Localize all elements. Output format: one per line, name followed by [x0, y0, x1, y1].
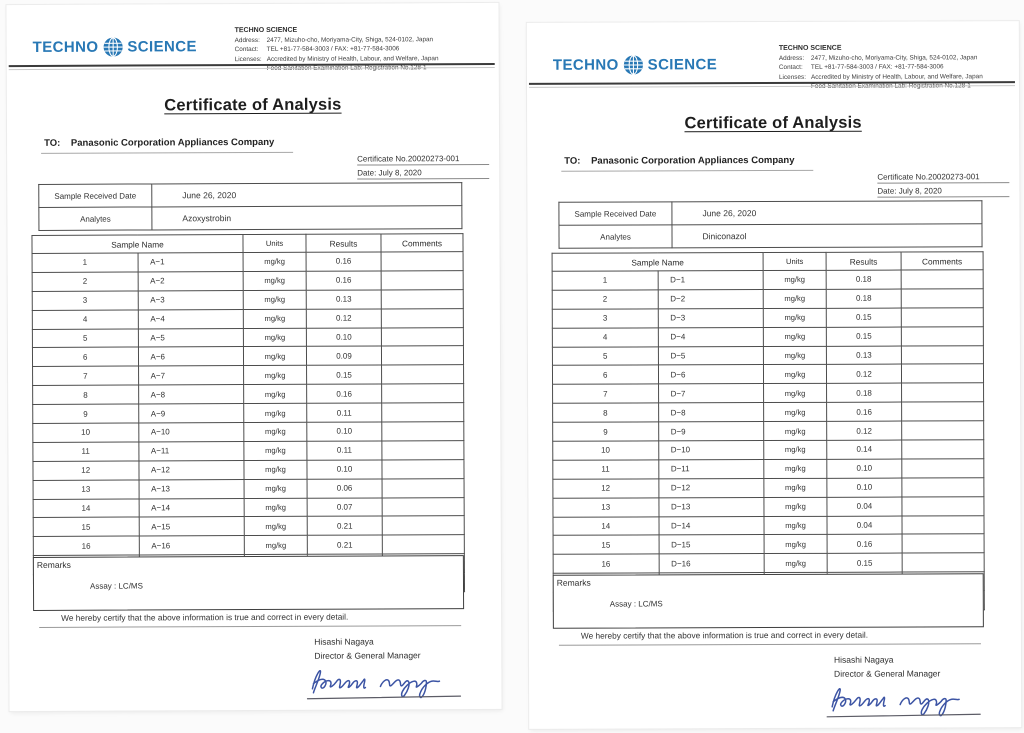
- cell-name: D−9: [658, 422, 764, 441]
- cell-no: 7: [33, 366, 139, 385]
- cell-units: mg/kg: [763, 308, 826, 327]
- certificate-page-right: [527, 21, 1021, 729]
- table-row: [33, 478, 464, 499]
- table-row: [553, 496, 984, 516]
- cell-comment: [902, 515, 984, 534]
- to-label: TO:: [564, 155, 581, 167]
- cell-name: D−12: [658, 478, 764, 497]
- table-row: [32, 327, 463, 348]
- table-row: [33, 440, 464, 461]
- sample-info-table: [38, 182, 462, 231]
- page-title: Certificate of Analysis: [164, 95, 342, 115]
- cell-no: 10: [33, 423, 139, 442]
- table-row: [32, 270, 463, 291]
- recipient-line: [564, 155, 794, 167]
- cell-result: 0.15: [826, 308, 901, 327]
- cell-no: 15: [553, 535, 659, 554]
- cell-comment: [381, 327, 463, 346]
- cell-units: mg/kg: [244, 517, 307, 536]
- cell-units: mg/kg: [764, 440, 827, 459]
- cell-comment: [901, 364, 983, 383]
- cell-no: 16: [33, 536, 139, 555]
- assay-line: Assay : LC/MS: [89, 580, 143, 591]
- recipient-line: [44, 137, 274, 149]
- table-row: [552, 326, 983, 346]
- table-header-row: [552, 252, 983, 272]
- cell-name: A−12: [138, 460, 244, 479]
- cell-comment: [901, 308, 983, 327]
- cell-units: mg/kg: [764, 403, 827, 422]
- cell-units: mg/kg: [244, 441, 307, 460]
- cell-result: 0.12: [306, 309, 381, 328]
- techno-science-logo: [553, 54, 717, 76]
- recipient-underline: [561, 170, 813, 172]
- cell-comment: [382, 403, 464, 422]
- certificate-page-left: [6, 3, 501, 711]
- cell-no: 1: [32, 253, 138, 272]
- cell-comment: [382, 478, 464, 497]
- table-row: [552, 364, 983, 384]
- cell-no: 13: [33, 480, 139, 499]
- cell-no: 6: [32, 347, 138, 366]
- to-label: TO:: [44, 137, 61, 149]
- cell-result: 0.12: [827, 421, 902, 440]
- cell-comment: [382, 497, 464, 516]
- cell-name: A−9: [138, 404, 244, 423]
- cell-units: mg/kg: [764, 516, 827, 535]
- cell-result: 0.21: [307, 535, 382, 554]
- cell-no: 4: [552, 328, 658, 347]
- cell-no: 16: [553, 554, 659, 573]
- cell-units: mg/kg: [763, 289, 826, 308]
- cell-name: D−1: [658, 271, 764, 290]
- table-row: [39, 206, 462, 231]
- cell-name: A−14: [139, 498, 245, 517]
- cell-name: D−13: [658, 497, 764, 516]
- cell-units: mg/kg: [243, 271, 306, 290]
- cell-comment: [381, 346, 463, 365]
- contact-value: TEL +81-77-584-3003 / FAX: +81-77-584-3006: [266, 45, 400, 54]
- recipient-underline: [41, 152, 293, 154]
- cell-units: mg/kg: [244, 460, 307, 479]
- table-row: [552, 289, 983, 309]
- cell-units: mg/kg: [764, 459, 827, 478]
- table-row: [553, 478, 984, 498]
- cell-name: A−6: [138, 347, 244, 366]
- certificate-number: Certificate No.20020273-001: [877, 172, 1009, 183]
- cell-units: mg/kg: [763, 270, 826, 289]
- cell-no: 5: [552, 346, 658, 365]
- header-sample-name: Sample Name: [32, 235, 243, 254]
- cell-comment: [382, 459, 464, 478]
- logo-text-science: SCIENCE: [647, 56, 718, 74]
- licenses-label: Licenses:: [234, 55, 262, 63]
- cell-units: mg/kg: [763, 346, 826, 365]
- header-units: Units: [243, 234, 306, 252]
- table-row: [552, 270, 983, 290]
- cell-comment: [901, 289, 983, 308]
- cell-result: 0.12: [826, 365, 901, 384]
- cell-no: 10: [553, 441, 659, 460]
- cell-name: D−8: [658, 403, 764, 422]
- cell-comment: [902, 459, 984, 478]
- header-results: Results: [306, 234, 381, 252]
- table-row: [33, 497, 464, 518]
- cell-units: mg/kg: [244, 422, 307, 441]
- table-row: [32, 252, 463, 273]
- cell-no: 11: [33, 442, 139, 461]
- address-value: 2477, Mizuho-cho, Moriyama-City, Shiga, 524-0102, Japan: [810, 54, 978, 63]
- cell-name: A−3: [138, 290, 244, 309]
- table-row: [33, 535, 464, 556]
- table-header-row: [32, 234, 463, 254]
- recipient-name: Panasonic Corporation Appliances Company: [70, 136, 275, 149]
- cell-units: mg/kg: [244, 403, 307, 422]
- header-comments: Comments: [901, 252, 983, 270]
- signer-title: Director & General Manager: [834, 668, 941, 679]
- cell-name: A−1: [138, 253, 244, 272]
- cell-no: 12: [33, 461, 139, 480]
- cell-comment: [382, 422, 464, 441]
- cell-comment: [902, 383, 984, 402]
- cell-result: 0.16: [827, 535, 902, 554]
- logo-text-science: SCIENCE: [127, 38, 197, 56]
- cell-name: D−16: [659, 554, 765, 573]
- cell-no: 2: [552, 290, 658, 309]
- cell-result: 0.10: [307, 460, 382, 479]
- table-row: [33, 459, 464, 480]
- sample-info-table: [558, 200, 982, 248]
- cell-no: 13: [553, 498, 659, 517]
- cell-no: 1: [552, 271, 658, 290]
- cell-result: 0.11: [307, 403, 382, 422]
- cell-no: 7: [553, 384, 659, 403]
- table-row: [33, 365, 464, 386]
- cell-result: 0.14: [827, 440, 902, 459]
- cell-comment: [382, 365, 464, 384]
- cell-name: A−13: [139, 479, 245, 498]
- table-row: [553, 553, 984, 573]
- table-row: [553, 383, 984, 403]
- table-row: [32, 308, 463, 329]
- address-value: 2477, Mizuho-cho, Moriyama-City, Shiga, 524-0102, Japan: [266, 36, 434, 45]
- signer-name: Hisashi Nagaya: [314, 636, 374, 647]
- cell-units: mg/kg: [244, 385, 307, 404]
- cell-result: 0.15: [826, 327, 901, 346]
- cell-no: 14: [33, 499, 139, 518]
- cell-name: D−14: [658, 516, 764, 535]
- table-row: [33, 384, 464, 405]
- cell-name: D−7: [658, 384, 764, 403]
- certificate-date: Date: July 8, 2020: [357, 168, 489, 180]
- table-row: [33, 403, 464, 424]
- cell-comment: [381, 270, 463, 289]
- cell-result: 0.09: [306, 346, 381, 365]
- cell-units: mg/kg: [244, 479, 307, 498]
- cell-result: 0.21: [307, 516, 382, 535]
- cell-units: mg/kg: [243, 309, 306, 328]
- cell-units: mg/kg: [243, 252, 306, 271]
- cell-comment: [902, 553, 984, 572]
- licenses-value-2: Food Sanitation Examination Lab: Registration No.128-1: [810, 82, 971, 90]
- header-comments: Comments: [381, 234, 463, 252]
- cell-units: mg/kg: [764, 497, 827, 516]
- cell-name: A−11: [138, 441, 244, 460]
- cell-no: 3: [552, 309, 658, 328]
- page-title: Certificate of Analysis: [684, 113, 862, 133]
- cell-result: 0.18: [826, 289, 901, 308]
- remarks-label: Remarks: [36, 559, 71, 570]
- table-row: [32, 289, 463, 310]
- header-sample-name: Sample Name: [552, 253, 763, 272]
- cell-name: D−6: [658, 365, 764, 384]
- contact-label: Contact:: [234, 46, 259, 54]
- received-date-label: Sample Received Date: [39, 184, 152, 207]
- cell-comment: [382, 516, 464, 535]
- recipient-name: Panasonic Corporation Appliances Company: [591, 154, 795, 167]
- cell-result: 0.04: [827, 516, 902, 535]
- assay-line: Assay : LC/MS: [609, 598, 663, 609]
- cell-comment: [381, 308, 463, 327]
- licenses-value-2: Food Sanitation Examination Lab: Registration No.128-1: [266, 64, 427, 72]
- cell-name: A−10: [138, 423, 244, 442]
- cell-result: 0.15: [827, 553, 902, 572]
- table-row: [553, 421, 984, 441]
- cell-no: 6: [552, 365, 658, 384]
- signer-name: Hisashi Nagaya: [833, 654, 894, 665]
- cell-name: A−16: [139, 536, 245, 555]
- cell-result: 0.13: [306, 290, 381, 309]
- letterhead-company: TECHNO SCIENCE: [778, 44, 842, 52]
- cell-units: mg/kg: [764, 384, 827, 403]
- cell-result: 0.04: [827, 497, 902, 516]
- cell-comment: [902, 478, 984, 497]
- cell-comment: [901, 326, 983, 345]
- signature-hisashi-nagaya: [824, 679, 989, 727]
- cell-result: 0.10: [307, 422, 382, 441]
- cell-no: 5: [32, 329, 138, 348]
- globe-icon: [623, 54, 644, 75]
- cell-result: 0.11: [307, 441, 382, 460]
- cell-units: mg/kg: [244, 498, 307, 517]
- table-row: [553, 515, 984, 535]
- analytes-value: Azoxystrobin: [152, 206, 462, 230]
- cell-name: D−4: [658, 327, 764, 346]
- cell-result: 0.18: [827, 383, 902, 402]
- cell-no: 11: [553, 460, 659, 479]
- cell-no: 4: [32, 310, 138, 329]
- cell-comment: [902, 421, 984, 440]
- analytes-label: Analytes: [559, 225, 672, 248]
- contact-value: TEL +81-77-584-3003 / FAX: +81-77-584-3006: [810, 63, 944, 72]
- results-table: [552, 251, 985, 612]
- licenses-label: Licenses:: [778, 73, 806, 81]
- cell-units: mg/kg: [763, 365, 826, 384]
- cell-units: mg/kg: [244, 366, 307, 385]
- cell-result: 0.13: [826, 346, 901, 365]
- cell-units: mg/kg: [764, 535, 827, 554]
- table-row: [32, 346, 463, 367]
- cell-result: 0.15: [307, 365, 382, 384]
- received-date-value: June 26, 2020: [672, 201, 982, 225]
- table-row: [33, 516, 464, 537]
- cell-comment: [901, 270, 983, 289]
- signature-hisashi-nagaya: [304, 661, 469, 709]
- analytes-label: Analytes: [39, 207, 152, 230]
- cell-units: mg/kg: [764, 421, 827, 440]
- cell-name: D−2: [658, 289, 764, 308]
- cell-no: 8: [33, 385, 139, 404]
- cell-no: 12: [553, 479, 659, 498]
- received-date-label: Sample Received Date: [559, 202, 672, 225]
- received-date-value: June 26, 2020: [152, 183, 462, 207]
- cell-no: 14: [553, 516, 659, 535]
- results-table: [31, 233, 465, 594]
- cell-units: mg/kg: [244, 536, 307, 555]
- cell-name: A−8: [138, 385, 244, 404]
- cell-units: mg/kg: [764, 554, 827, 573]
- certificate-number: Certificate No.20020273-001: [357, 154, 489, 166]
- cell-comment: [381, 252, 463, 271]
- table-row: [559, 201, 982, 225]
- cell-comment: [902, 496, 984, 515]
- logo-text-techno: TECHNO: [32, 38, 99, 56]
- cell-name: D−11: [658, 459, 764, 478]
- cell-name: A−2: [138, 271, 244, 290]
- cell-name: A−7: [138, 366, 244, 385]
- cell-comment: [382, 535, 464, 554]
- table-row: [553, 459, 984, 479]
- cell-result: 0.06: [307, 479, 382, 498]
- cell-units: mg/kg: [243, 290, 306, 309]
- globe-icon: [102, 37, 123, 58]
- cell-comment: [902, 402, 984, 421]
- remarks-box: [553, 573, 984, 629]
- cell-result: 0.16: [307, 384, 382, 403]
- cell-no: 8: [553, 403, 659, 422]
- cell-result: 0.07: [307, 498, 382, 517]
- cell-name: D−5: [658, 346, 764, 365]
- analytes-value: Diniconazol: [672, 224, 982, 248]
- cell-comment: [902, 534, 984, 553]
- cell-name: A−15: [139, 517, 245, 536]
- cell-units: mg/kg: [243, 328, 306, 347]
- remarks-label: Remarks: [556, 577, 591, 588]
- cell-units: mg/kg: [763, 327, 826, 346]
- cell-no: 9: [33, 404, 139, 423]
- cell-result: 0.18: [826, 270, 901, 289]
- certification-statement: We hereby certify that the above information is true and correct in every detail.: [559, 629, 981, 645]
- table-row: [553, 402, 984, 422]
- cell-no: 3: [32, 291, 138, 310]
- address-label: Address:: [778, 55, 805, 63]
- table-row: [553, 534, 984, 554]
- table-row: [39, 183, 462, 208]
- cell-comment: [382, 384, 464, 403]
- licenses-value: Accredited by Ministry of Health, Labour, and Welfare, Japan: [266, 54, 439, 63]
- table-row: [33, 422, 464, 443]
- table-row: [552, 308, 983, 328]
- cell-name: D−3: [658, 308, 764, 327]
- cell-name: D−10: [658, 441, 764, 460]
- cell-no: 15: [33, 517, 139, 536]
- table-row: [552, 345, 983, 365]
- cell-result: 0.10: [827, 459, 902, 478]
- table-row: [553, 440, 984, 460]
- certification-statement: We hereby certify that the above information is true and correct in every detail.: [39, 611, 461, 628]
- cell-no: 9: [553, 422, 659, 441]
- techno-science-logo: [33, 36, 197, 58]
- header-results: Results: [826, 252, 901, 270]
- licenses-value: Accredited by Ministry of Health, Labour, and Welfare, Japan: [810, 72, 983, 81]
- cell-name: D−15: [659, 535, 765, 554]
- cell-units: mg/kg: [243, 347, 306, 366]
- cell-result: 0.16: [306, 271, 381, 290]
- cell-result: 0.10: [306, 328, 381, 347]
- contact-label: Contact:: [778, 64, 803, 72]
- signer-title: Director & General Manager: [314, 650, 421, 661]
- cell-name: A−4: [138, 309, 244, 328]
- cell-comment: [381, 289, 463, 308]
- header-units: Units: [763, 252, 826, 270]
- cell-comment: [902, 440, 984, 459]
- logo-text-techno: TECHNO: [552, 56, 619, 74]
- cell-result: 0.16: [306, 252, 381, 271]
- table-row: [559, 224, 982, 248]
- cell-result: 0.16: [827, 402, 902, 421]
- cell-comment: [901, 345, 983, 364]
- cell-comment: [382, 440, 464, 459]
- cell-name: A−5: [138, 328, 244, 347]
- cell-units: mg/kg: [764, 478, 827, 497]
- letterhead-company: TECHNO SCIENCE: [234, 26, 298, 35]
- cell-no: 2: [32, 272, 138, 291]
- certificate-date: Date: July 8, 2020: [877, 186, 1009, 197]
- remarks-box: [33, 555, 464, 611]
- cell-result: 0.10: [827, 478, 902, 497]
- address-label: Address:: [234, 37, 260, 45]
